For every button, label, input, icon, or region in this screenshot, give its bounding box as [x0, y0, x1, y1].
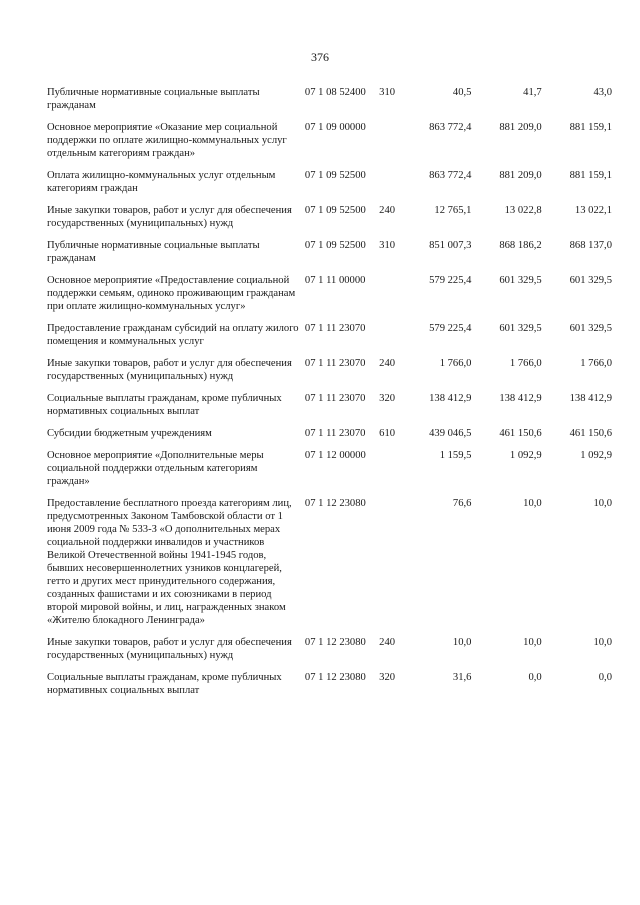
row-value-year-2: 881 209,0 — [499, 122, 542, 133]
row-code: 07 1 12 23080 — [304, 672, 366, 683]
row-value-year-1: 12 765,1 — [434, 205, 472, 216]
row-name: Оплата жилищно-коммунальных услуг отдельным категориям граждан — [47, 170, 276, 194]
row-value-year-2: 10,0 — [523, 498, 542, 509]
row-name: Иные закупки товаров, работ и услуг для обеспечения государственных (муниципальных) нужд — [47, 358, 292, 382]
row-value-year-1: 863 772,4 — [429, 122, 472, 133]
row-value-year-2: 868 186,2 — [499, 240, 542, 251]
table-row — [47, 636, 612, 671]
row-value-year-2: 41,7 — [523, 87, 542, 98]
table-row — [47, 449, 612, 497]
table-row — [47, 274, 612, 322]
row-value-year-1: 1 766,0 — [439, 358, 472, 369]
row-code: 07 1 09 52500 — [304, 205, 366, 216]
row-value-year-3: 1 766,0 — [580, 358, 612, 369]
row-expense-type — [379, 449, 401, 497]
row-value-year-1: 138 412,9 — [429, 393, 472, 404]
table-row — [47, 121, 612, 169]
row-code: 07 1 09 52500 — [304, 240, 366, 251]
row-name: Основное мероприятие «Предоставление социальной поддержки семьям, одиноко проживающим гражданам при оплате жилищно-коммунальных услуг» — [47, 275, 296, 312]
row-expense-type: 240 — [379, 358, 396, 369]
budget-table — [47, 86, 612, 706]
row-expense-type: 610 — [379, 428, 396, 439]
row-value-year-2: 138 412,9 — [499, 393, 542, 404]
row-expense-type: 310 — [379, 87, 396, 98]
row-value-year-1: 579 225,4 — [429, 323, 472, 334]
row-code: 07 1 09 52500 — [304, 170, 366, 181]
row-code: 07 1 09 00000 — [304, 122, 366, 133]
row-value-year-1: 439 046,5 — [429, 428, 472, 439]
row-value-year-1: 1 159,5 — [439, 450, 472, 461]
row-name: Предоставление бесплатного проезда категориям лиц, предусмотренных Законом Тамбовской области от 1 июня 2009 года № 533-З «О дополнительных мерах социальной поддержки инвалидов и участников Великой Отечественной войны 1941-1945 годов, бывших несовершеннолетних узников концлагерей, гетто и других мест принудительного содержания, созданных фашистами и их союзниками в период второй мировой войны, и лиц, награжденных знаком «Жителю блокадного Ленинграда» — [47, 498, 292, 626]
row-name: Социальные выплаты гражданам, кроме публичных нормативных социальных выплат — [47, 393, 282, 417]
row-value-year-1: 10,0 — [452, 637, 472, 648]
table-row — [47, 427, 612, 449]
row-expense-type — [379, 169, 401, 204]
table-row — [47, 169, 612, 204]
row-value-year-2: 1 766,0 — [509, 358, 542, 369]
row-value-year-3: 43,0 — [593, 87, 612, 98]
row-code: 07 1 12 23080 — [304, 637, 366, 648]
row-name: Основное мероприятие «Оказание мер социальной поддержки по оплате жилищно-коммунальных услуг отдельным категориям граждан» — [47, 122, 287, 159]
page-number: 376 — [311, 50, 329, 64]
row-name: Публичные нормативные социальные выплаты гражданам — [47, 87, 260, 111]
row-value-year-2: 601 329,5 — [499, 323, 542, 334]
row-value-year-1: 851 007,3 — [429, 240, 472, 251]
table-row — [47, 671, 612, 706]
row-expense-type — [379, 322, 401, 357]
table-row — [47, 497, 612, 636]
row-value-year-3: 138 412,9 — [569, 393, 612, 404]
row-name: Иные закупки товаров, работ и услуг для обеспечения государственных (муниципальных) нужд — [47, 637, 292, 661]
row-value-year-3: 868 137,0 — [569, 240, 612, 251]
row-expense-type: 320 — [379, 393, 396, 404]
table-row — [47, 392, 612, 427]
row-value-year-2: 1 092,9 — [509, 450, 542, 461]
row-code: 07 1 12 23080 — [304, 498, 366, 509]
row-value-year-3: 10,0 — [593, 498, 612, 509]
row-expense-type: 240 — [379, 205, 396, 216]
row-name: Основное мероприятие «Дополнительные меры социальной поддержки отдельным категориям граждан» — [47, 450, 264, 487]
row-code: 07 1 08 52400 — [304, 87, 366, 98]
row-value-year-2: 881 209,0 — [499, 170, 542, 181]
row-code: 07 1 11 23070 — [304, 323, 366, 334]
table-row — [47, 322, 612, 357]
row-expense-type — [379, 497, 401, 636]
row-value-year-2: 461 150,6 — [499, 428, 542, 439]
row-value-year-2: 13 022,8 — [504, 205, 542, 216]
row-code: 07 1 11 23070 — [304, 358, 366, 369]
row-value-year-2: 601 329,5 — [499, 275, 542, 286]
row-value-year-1: 40,5 — [452, 87, 472, 98]
row-name: Иные закупки товаров, работ и услуг для обеспечения государственных (муниципальных) нужд — [47, 205, 292, 229]
row-expense-type — [379, 121, 401, 169]
row-code: 07 1 11 23070 — [304, 393, 366, 404]
row-value-year-3: 0,0 — [598, 672, 612, 683]
row-value-year-3: 601 329,5 — [569, 323, 612, 334]
row-expense-type: 240 — [379, 637, 396, 648]
row-value-year-3: 1 092,9 — [580, 450, 612, 461]
row-value-year-3: 461 150,6 — [569, 428, 612, 439]
budget-table-body — [47, 86, 612, 706]
row-value-year-1: 863 772,4 — [429, 170, 472, 181]
row-name: Публичные нормативные социальные выплаты гражданам — [47, 240, 260, 264]
row-expense-type — [379, 274, 401, 322]
row-code: 07 1 12 00000 — [304, 450, 366, 461]
row-value-year-3: 13 022,1 — [574, 205, 612, 216]
table-row — [47, 204, 612, 239]
table-row — [47, 86, 612, 121]
row-value-year-1: 76,6 — [452, 498, 472, 509]
row-value-year-1: 31,6 — [452, 672, 472, 683]
row-code: 07 1 11 23070 — [304, 428, 366, 439]
table-row — [47, 239, 612, 274]
row-value-year-3: 601 329,5 — [569, 275, 612, 286]
row-value-year-2: 10,0 — [523, 637, 542, 648]
row-name: Субсидии бюджетным учреждениям — [47, 428, 212, 439]
row-expense-type: 310 — [379, 240, 396, 251]
row-value-year-2: 0,0 — [528, 672, 542, 683]
row-value-year-3: 881 159,1 — [569, 122, 612, 133]
row-expense-type: 320 — [379, 672, 396, 683]
row-value-year-1: 579 225,4 — [429, 275, 472, 286]
row-value-year-3: 881 159,1 — [569, 170, 612, 181]
table-row — [47, 357, 612, 392]
row-name: Социальные выплаты гражданам, кроме публичных нормативных социальных выплат — [47, 672, 282, 696]
row-value-year-3: 10,0 — [593, 637, 612, 648]
row-name: Предоставление гражданам субсидий на оплату жилого помещения и коммунальных услуг — [47, 323, 299, 347]
row-code: 07 1 11 00000 — [304, 275, 366, 286]
